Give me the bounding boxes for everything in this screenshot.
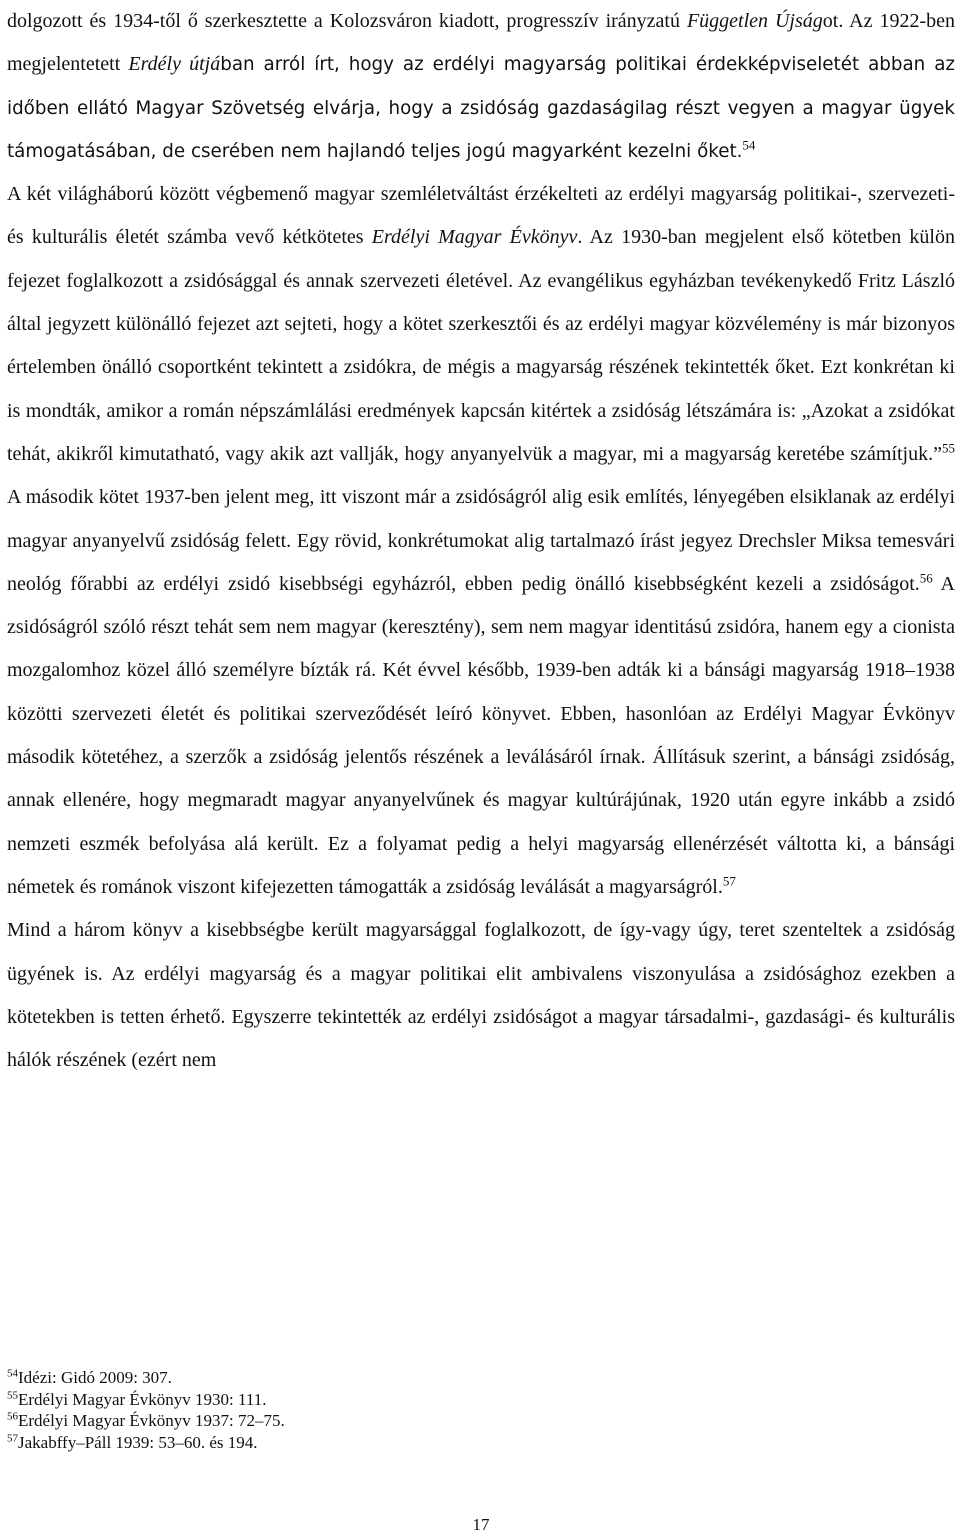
text-run: ban arról írt, hogy az erdélyi magyarság politikai érdekképviseletét abban az időben ellátó Magyar Szövetség elvárja, hogy a zsidóság gazdaságilag részt vegyen a magyar ügyek támogatásában, de cserében nem hajlandó teljes jogú magyarként kezelni őket. xyxy=(7,54,956,162)
footnote-text: Erdélyi Magyar Évkönyv 1930: 111. xyxy=(18,1389,267,1409)
footnote-number: 56 xyxy=(7,1410,18,1423)
text-run: dolgozott és 1934-től ő szerkesztette a Kolozsváron kiadott, progresszív irányzatú xyxy=(7,10,687,32)
italic-title: Erdélyi Magyar Évkönyv xyxy=(371,226,578,249)
footnote-ref[interactable]: 54 xyxy=(742,137,756,153)
footnote-number: 55 xyxy=(7,1388,18,1401)
text-run: . Az 1930-ban megjelent első kötetben külön fejezet foglalkozott a zsidósággal és annak szervezeti életével. Az evangélikus egyházban tevékenykedő Fritz László által jegyzett különálló fejezet azt sejteti, hogy a kötet szerkesztői és az erdélyi magyar közvélemény is már bizonyos értelemben önálló csoportként tekintett a zsidókra, de mégis a magyarság részének tekintették őket. Ezt konkrétan ki is mondták, amikor a román népszámlálási eredmények kapcsán kitértek a zsidóság létszámára is: „Azokat a zsidókat tehát, akikről kimutatható, vagy akik azt vallják, hogy anyanyelvük a magyar, mi a magyarság keretébe számítjuk.” xyxy=(7,226,955,465)
page-number: 17 xyxy=(472,1515,490,1534)
footnote-ref[interactable]: 56 xyxy=(919,570,933,586)
footnote xyxy=(7,1410,955,1432)
footnote-text: Jakabffy–Páll 1939: 53–60. és 194. xyxy=(18,1432,258,1452)
text-run: Mind a három könyv a kisebbségbe került magyarsággal foglalkozott, de így-vagy úgy, teret szenteltek a zsidóság ügyének is. Az erdélyi magyarság és a magyar politikai elit ambivalens viszonyulása a zsidósághoz ezekben a kötetekben is tetten érhető. Egyszerre tekintették az erdélyi zsidóságot a magyar társadalmi-, gazdasági- és kulturális hálók részének (ezért nem xyxy=(7,919,955,1072)
paragraph xyxy=(7,173,955,909)
footnote-ref[interactable]: 55 xyxy=(942,440,955,456)
italic-title: Független Újság xyxy=(686,10,823,32)
paragraph xyxy=(7,909,955,1082)
footnote-number: 54 xyxy=(7,1367,18,1380)
italic-title: Erdély útjá xyxy=(128,53,221,76)
footnote-number: 57 xyxy=(7,1432,18,1445)
footnote-text: Idézi: Gidó 2009: 307. xyxy=(18,1368,172,1387)
text-run: A második kötet 1937-ben jelent meg, itt viszont már a zsidóságról alig esik említés, lényegében elsiklanak az erdélyi magyar anyanyelvű zsidóság felett. Egy rövid, konkrétumokat alig tartalmazó írást jegyez Drechsler Miksa temesvári neológ főrabbi az erdélyi zsidó kisebbségi egyházról, ebben pedig önálló kisebbségként kezeli a zsidóságot. xyxy=(7,486,955,595)
footnote-text: Erdélyi Magyar Évkönyv 1937: 72–75. xyxy=(18,1411,285,1431)
text-run: A két világháború között végbemenő magyar szemléletváltást érzékelteti az erdélyi magyarság politikai-, szervezeti- és kulturális életét számba vevő kétkötetes xyxy=(7,183,955,249)
footnote-ref[interactable]: 57 xyxy=(722,873,736,889)
footnotes xyxy=(7,1367,955,1453)
footnote xyxy=(7,1367,955,1389)
text-run: ot. Az 1922-ben megjelentetett xyxy=(7,10,955,76)
body-text xyxy=(7,0,955,1082)
text-run: A zsidóságról szóló részt tehát sem nem magyar (keresztény), sem nem magyar identitású zsidóra, hanem egy a cionista mozgalomhoz közel álló személyre bízták rá. Két évvel később, 1939-ben adták ki a bánsági magyarság 1918–1938 közötti szervezeti életét és politikai szerveződését leíró könyvet. Ebben, hasonlóan az Erdélyi Magyar Évkönyv második kötetéhez, a szerzők a zsidóság jelentős részének a leválásáról írnak. Állításuk szerint, a bánsági zsidóság, annak ellenére, hogy megmaradt magyar anyanyelvűnek és magyar kultúrájúnak, 1920 után egyre inkább a zsidó nemzeti eszmék befolyása alá került. Ez a folyamat pedig a helyi magyarság ellenérzését váltotta ki, a bánsági németek és románok viszont kifejezetten támogatták a zsidóság leválását a magyarságról. xyxy=(7,572,956,898)
footnote xyxy=(7,1432,955,1454)
footnote xyxy=(7,1389,955,1411)
paragraph xyxy=(7,0,955,173)
